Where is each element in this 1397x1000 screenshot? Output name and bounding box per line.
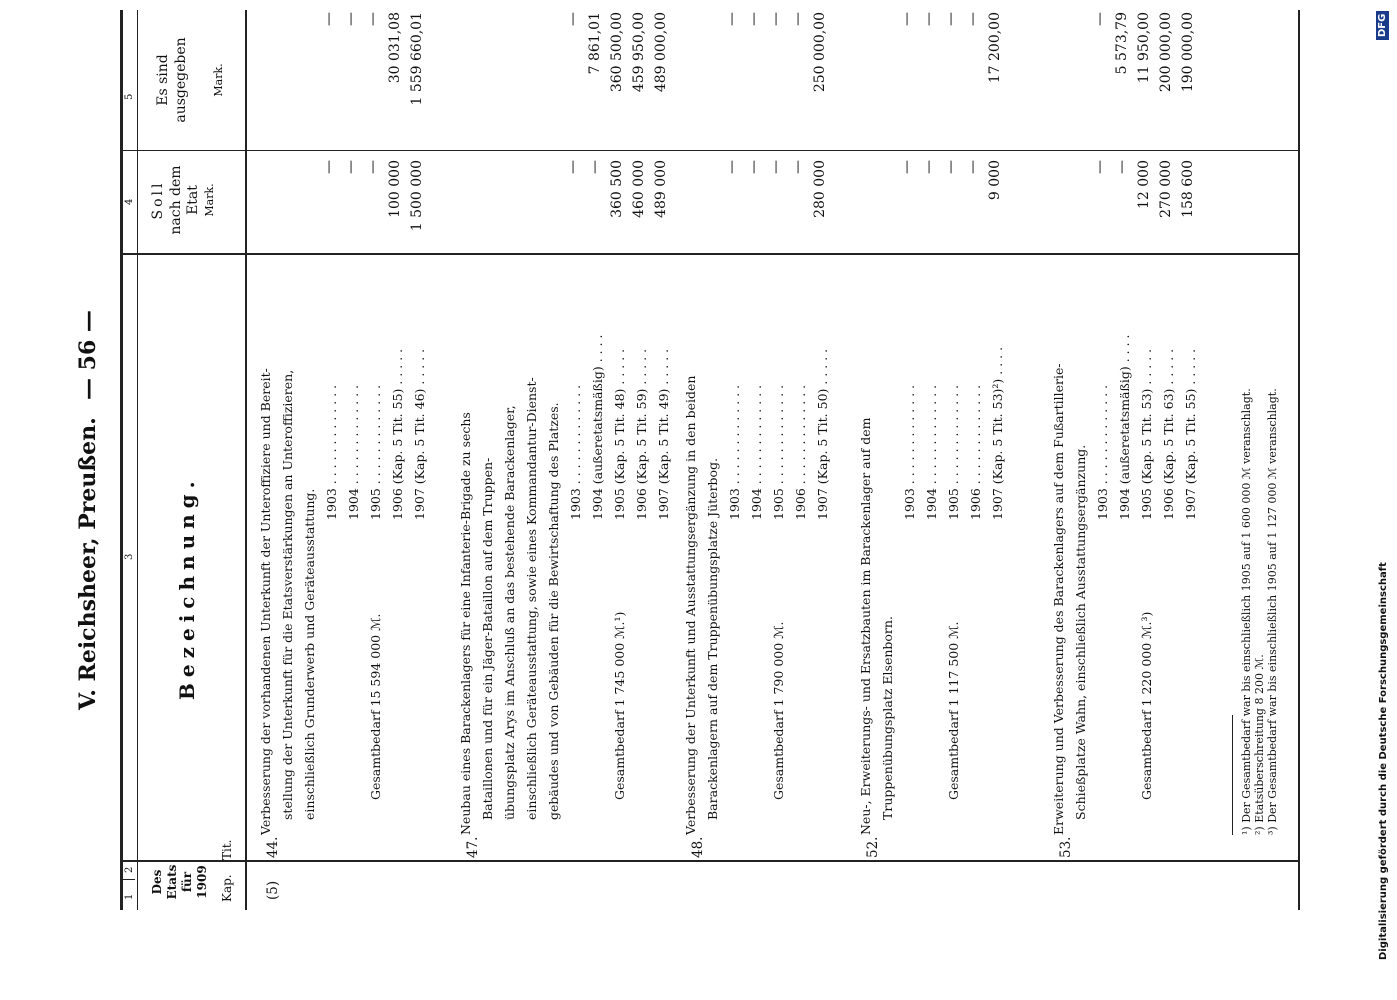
row-tit: 44. [265,836,281,858]
value-soll: — [965,160,981,174]
value-soll: — [1114,160,1130,174]
year-label: 1904 (außeretatsmäßig) . . . . [590,334,605,520]
row-description-line: stellung der Unterkunft für die Etatsverstärkungen an Unteroffizieren, [280,369,295,820]
value-aus: — [321,12,337,26]
footnote-2: ²) Etatsüberschreitung 8 200 ℳ. [1253,654,1266,835]
colnum-2: 2 [124,866,135,873]
year-label: 1905 (Kap. 5 Tit. 53) . . . . . [1139,348,1154,520]
value-soll: 1 500 000 [409,160,425,232]
colnum-1: 1 [124,893,135,900]
col-divider-2 [120,860,1300,862]
value-aus: 200 000,00 [1158,12,1174,93]
value-soll: — [921,160,937,174]
value-aus: 5 573,79 [1114,12,1130,75]
value-soll: — [565,160,581,174]
etat-header: Des Etats für 1909 [150,864,209,900]
year-label: 1906 . . . . . . . . . . . . . [968,384,983,520]
value-aus: — [565,12,581,26]
value-aus: — [921,12,937,26]
year-label: 1907 (Kap. 5 Tit. 50) . . . . . [815,348,830,520]
colnum-5: 5 [124,93,135,100]
soll-header: Soll nach dem Etat Mark. [150,165,216,235]
value-soll: 9 000 [987,160,1003,201]
ausgegeben-header: Es sind ausgegeben Mark. [155,37,225,123]
gesamtbedarf: Gesamtbedarf 1 220 000 ℳ.³) [1139,611,1154,800]
value-aus: — [899,12,915,26]
value-soll: — [321,160,337,174]
value-aus: 17 200,00 [987,12,1003,84]
gesamtbedarf: Gesamtbedarf 1 117 500 ℳ. [946,621,961,800]
year-label: 1903 . . . . . . . . . . . . . [1095,384,1110,520]
colnum-3: 3 [124,553,135,560]
footnote-3: ³) Der Gesamtbedarf war bis einschließlich 1905 auf 1 127 000 ℳ veranschlagt. [1266,388,1279,835]
row-description-line: Verbesserung der vorhandenen Unterkunft der Unteroffiziere und Bereit- [258,368,273,835]
value-soll: — [943,160,959,174]
year-label: 1906 . . . . . . . . . . . . . [793,384,808,520]
value-soll: — [365,160,381,174]
year-label: 1907 (Kap. 5 Tit. 46) . . . . . [412,348,427,520]
year-label: 1905 (Kap. 5 Tit. 48) . . . . . [612,348,627,520]
year-label: 1904 . . . . . . . . . . . . . [346,384,361,520]
row-tit: 52. [865,836,881,858]
footnote-rule [1232,715,1233,835]
value-aus: — [724,12,740,26]
table-bottom-rule [1298,10,1300,910]
value-soll: 460 000 [631,160,647,218]
year-label: 1903 . . . . . . . . . . . . . [902,384,917,520]
value-soll: — [1092,160,1108,174]
year-label: 1907 (Kap. 5 Tit. 53)²) . . . . [990,346,1005,520]
section-title: V. Reichsheer, Preußen. [75,417,101,710]
year-label: 1906 (Kap. 5 Tit. 55) . . . . . [390,348,405,520]
value-aus: — [965,12,981,26]
value-aus: — [343,12,359,26]
col-divider-3 [120,253,1300,255]
value-soll: 158 600 [1180,160,1196,218]
value-aus: 190 000,00 [1180,12,1196,93]
row-description-line: Neu-, Erweiterungs- und Ersatzbauten im Barackenlager auf dem [858,417,873,835]
value-soll: — [587,160,603,174]
year-label: 1904 . . . . . . . . . . . . . [924,384,939,520]
row-tit: 53. [1058,836,1074,858]
bezeichnung-header: Bezeichnung. [175,475,199,700]
row-tit: 48. [690,836,706,858]
tit-header: Tit. [220,839,234,860]
footnote-1: ¹) Der Gesamtbedarf war bis einschließlich 1905 auf 1 600 000 ℳ veranschlagt. [1240,388,1253,835]
row-description-line: Schießplatze Wahn, einschließlich Ausstattungsergänzung. [1073,444,1088,820]
colnum-4: 4 [124,198,135,205]
kap-value: (5) [265,880,281,900]
kap-header: Kap. [220,874,234,902]
year-label: 1907 (Kap. 5 Tit. 49) . . . . . [656,348,671,520]
value-soll: — [746,160,762,174]
year-label: 1906 (Kap. 5 Tit. 59) . . . . . [634,348,649,520]
value-soll: 100 000 [387,160,403,218]
row-description-line: gebäudes und von Gebäuden für die Bewirtschaftung des Platzes. [546,402,561,820]
value-aus: — [365,12,381,26]
year-label: 1903 . . . . . . . . . . . . . [727,384,742,520]
gesamtbedarf: Gesamtbedarf 15 594 000 ℳ. [368,613,383,800]
value-soll: — [790,160,806,174]
value-aus: 489 000,00 [653,12,669,93]
row-description-line: übungsplatz Arys im Anschluß an das bestehende Barackenlager, [502,405,517,820]
row-description-line: Bataillonen und für ein Jäger-Bataillon auf dem Truppen- [480,457,495,820]
col-divider-1 [120,879,135,880]
row-description-line: Erweiterung und Verbesserung des Barackenlagers auf dem Fußartillerie- [1051,363,1066,835]
value-aus: 360 500,00 [609,12,625,93]
value-aus: — [790,12,806,26]
value-aus: — [943,12,959,26]
value-soll: 270 000 [1158,160,1174,218]
row-tit: 47. [465,836,481,858]
gesamtbedarf: Gesamtbedarf 1 745 000 ℳ.¹) [612,611,627,800]
value-aus: 1 559 660,01 [409,12,425,106]
year-label: 1903 . . . . . . . . . . . . . [324,384,339,520]
row-description-line: Neubau eines Barackenlagers für eine Infanterie-Brigade zu sechs [458,412,473,835]
value-soll: 12 000 [1136,160,1152,209]
row-description-line: einschließlich Geräteausstattung, sowie eines Kommandantur-Dienst- [524,377,539,820]
value-aus: 7 861,01 [587,12,603,75]
value-soll: — [899,160,915,174]
value-soll: 489 000 [653,160,669,218]
row-description-line: Barackenlagern auf dem Truppenübungsplatze Jüterbog. [705,457,720,820]
row-description-line: einschließlich Grunderwerb und Geräteausstattung. [302,488,317,820]
year-label: 1904 . . . . . . . . . . . . . [749,384,764,520]
year-label: 1906 (Kap. 5 Tit. 63) . . . . . [1161,348,1176,520]
header-bottom-rule [245,10,247,910]
year-label: 1904 (außeretatsmäßig) . . . . [1117,334,1132,520]
value-soll: 360 500 [609,160,625,218]
dfg-logo-icon: DFG [1376,11,1389,40]
colnum-rule [137,10,138,910]
year-label: 1905 . . . . . . . . . . . . . [368,384,383,520]
value-soll: — [768,160,784,174]
page-number: — 56 — [75,310,101,400]
value-soll: — [343,160,359,174]
row-description-line: Truppenübungsplatz Elsenborn. [880,616,895,820]
value-aus: 250 000,00 [812,12,828,93]
value-aus: — [746,12,762,26]
gesamtbedarf: Gesamtbedarf 1 790 000 ℳ. [771,621,786,800]
value-soll: — [724,160,740,174]
year-label: 1905 . . . . . . . . . . . . . [946,384,961,520]
table-top-rule [120,10,123,910]
year-label: 1907 (Kap. 5 Tit. 55) . . . . . [1183,348,1198,520]
dfg-credit: Digitalisierung gefördert durch die Deutsche Forschungsgemeinschaft [1378,562,1389,960]
year-label: 1905 . . . . . . . . . . . . . [771,384,786,520]
value-aus: 30 031,08 [387,12,403,84]
value-aus: — [1092,12,1108,26]
value-aus: — [768,12,784,26]
value-soll: 280 000 [812,160,828,218]
row-description-line: Verbesserung der Unterkunft und Ausstattungsergänzung in den beiden [683,375,698,835]
value-aus: 11 950,00 [1136,12,1152,84]
year-label: 1903 . . . . . . . . . . . . . [568,384,583,520]
value-aus: 459 950,00 [631,12,647,93]
col-divider-4 [120,150,1300,151]
